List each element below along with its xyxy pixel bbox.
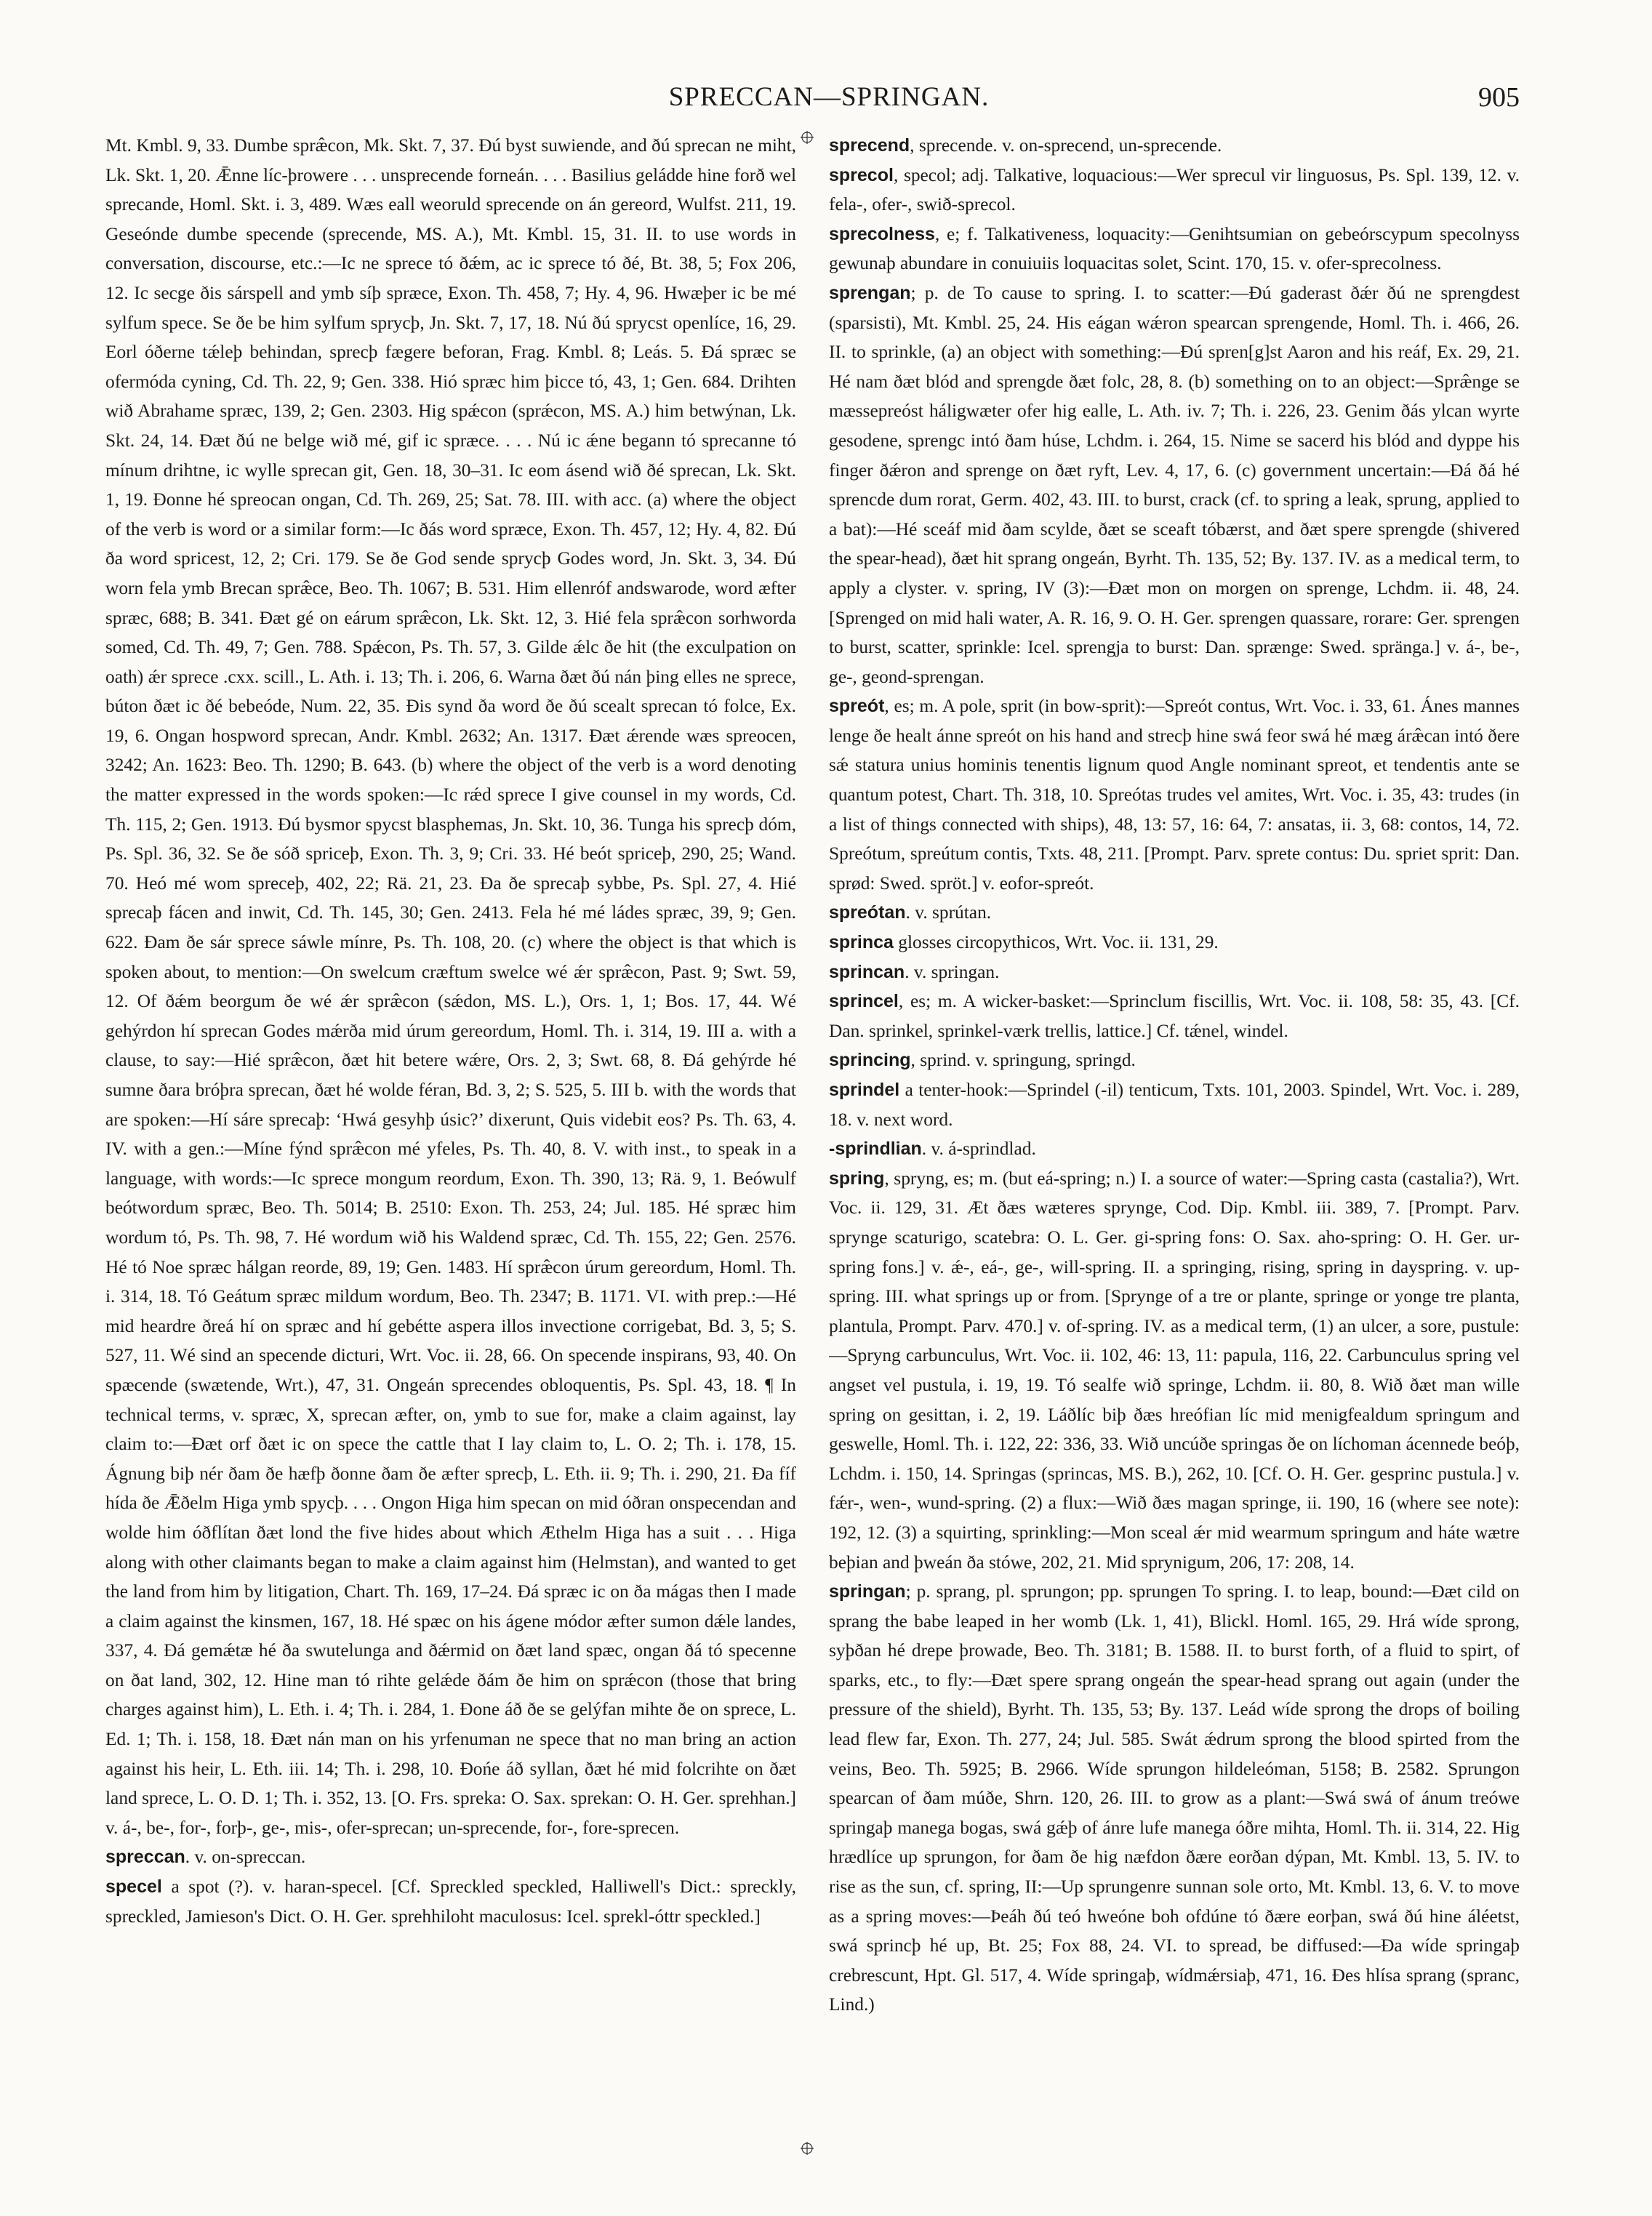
headword: sprinca xyxy=(829,932,894,953)
headword: sprincel xyxy=(829,991,899,1012)
dictionary-entry: sprincing, sprind. v. springung, springd. xyxy=(829,1050,1136,1071)
dictionary-entry: sprincan. v. springan. xyxy=(829,961,1000,982)
dictionary-entry: Mt. Kmbl. 9, 33. Dumbe spræ̂con, Mk. Skt. 7, 37. Ðú byst suwiende, and ðú sprecan ne miht, Lk. Skt. 1, 20. Ǣnne líc-þrowere . . . unsprecende forneán. . . . Basilius geládde hine forð wel sprecande, Homl. Skt. i. 3, 489. Wæs eall weoruld sprecende on án gereord, Wulfst. 211, 19. Geseónde dumbe specende (sprecende, MS. A.), Mt. Kmbl. 15, 31. II. to use words in conversation, discourse, etc.:—Ic ne sprece tó ðǽm, ac ic sprece tó ðé, Bt. 38, 5; Fox 206, 12. Ic secge ðis sárspell and ymb síþ spræce, Exon. Th. 458, 7; Hy. 4, 96. Hwæþer ic be mé sylfum spece. Se ðe be him sylfum sprycþ, Jn. Skt. 7, 17, 18. Nú ðú sprycst openlíce, 16, 29. Eorl óðerne tǽleþ behindan, sprecþ fægere beforan, Frag. Kmbl. 8; Leás. 5. Ðá spræc se ofermóda cyning, Cd. Th. 22, 9; Gen. 338. Hió spræc him þicce tó, 43, 1; Gen. 684. Drihten wið Abrahame spræc, 139, 2; Gen. 2303. Hig spǽcon (sprǽcon, MS. A.) him betwýnan, Lk. Skt. 24, 14. Ðæt ðú ne belge wið mé, gif ic spræce. . . . Nú ic ǽne begann tó sprecanne tó mínum drihtne, ic wylle sprecan git, Gen. 18, 30–31. Ic eom ásend wið ðé sprecan, Lk. Skt. 1, 19. Ðonne hé spreocan ongan, Cd. Th. 269, 25; Sat. 78. III. with acc. (a) where the object of the verb is word or a similar form:—Ic ðás word spræce, Exon. Th. 457, 12; Hy. 4, 82. Ðú ða word spricest, 12, 2; Cri. 179. Se ðe God sende sprycþ Godes word, Jn. Skt. 3, 34. Ðú worn fela ymb Brecan spræ̂ce, Beo. Th. 1067; B. 531. Him ellenróf andswarode, word æfter spræc, 688; B. 341. Ðæt gé on eárum spræ̂con, Lk. Skt. 12, 3. Hié fela spræ̂con sorhworda somed, Cd. Th. 49, 7; Gen. 788. Spǽcon, Ps. Th. 57, 3. Gilde ǽlc ðe hit (the exculpation on oath) ǽr sprece .cxx. scill., L. Ath. i. 13; Th. i. 206, 6. Warna ðæt ðú nán þing elles ne sprece, búton ðæt ic ðé bebeóde, Num. 22, 35. Ðis synd ða word ðe ðú scealt sprecan tó folce, Ex. 19, 6. Ongan hospword sprecan, Andr. Kmbl. 2632; An. 1317. Ðæt ǽrende wæs spreocen, 3242; An. 1623: Beo. Th. 1290; B. 643. (b) where the object of the verb is a word denoting the matter expressed in the words spoken:—Ic rǽd sprece I give counsel in my words, Cd. Th. 115, 2; Gen. 1913. Ðú bysmor spycst blasphemas, Jn. Skt. 10, 36. Tunga his sprecþ dóm, Ps. Spl. 36, 32. Se ðe sóð spriceþ, Exon. Th. 3, 9; Cri. 33. Hé beót spriceþ, 290, 25; Wand. 70. Heó mé wom spreceþ, 402, 22; Rä. 21, 23. Ða ðe sprecaþ sybbe, Ps. Spl. 27, 4. Hié sprecaþ fácen and inwit, Cd. Th. 145, 30; Gen. 2413. Fela hé mé ládes spræc, 39, 9; Gen. 622. Ðam ðe sár sprece sáwle mínre, Ps. Th. 108, 20. (c) where the object is that which is spoken about, to mention:—On swelcum cræftum swelce wé ǽr spræ̂con, Past. 9; Swt. 59, 12. Of ðǽm beorgum ðe wé ǽr spræ̂con (sǽdon, MS. L.), Ors. 1, 1; Bos. 17, 44. Wé gehýrdon hí sprecan Godes mǽrða mid úrum gereordum, Homl. Th. i. 314, 19. III a. with a clause, to say:—Hié spræ̂con, ðæt hit betere wǽre, Ors. 2, 3; Swt. 68, 8. Ðá gehýrde hé sumne ðara bróþra sprecan, ðæt hé wolde féran, Bd. 3, 2; S. 525, 5. III b. with the words that are spoken:—Hí sáre sprecaþ: ‘Hwá gesyhþ úsic?’ dixerunt, Quis videbit eos? Ps. Th. 63, 4. IV. with a gen.:—Míne fýnd spræ̂con mé yfeles, Ps. Th. 40, 8. V. with inst., to speak in a language, with words:—Ic sprece mongum reordum, Exon. Th. 390, 13; Rä. 9, 1. Beówulf beótwordum spræc, Beo. Th. 5014; B. 2510: Exon. Th. 253, 24; Jul. 185. Hé spræc him wordum tó, Ps. Th. 98, 7. Hé wordum wið his Waldend spræc, Cd. Th. 155, 22; Gen. 2576. Hé tó Noe spræc hálgan reorde, 89, 19; Gen. 1483. Hí spræ̂con úrum gereordum, Homl. Th. i. 314, 18. Tó Geátum spræc mildum wordum, Beo. Th. 2347; B. 1171. VI. with prep.:—Hé mid heardre ðreá hí on spræc and hí gebétte aspera illos invectione corrigebat, Bd. 3, 5; S. 527, 11. Wé sind an specende dicturi, Wrt. Voc. ii. 28, 66. On specende inspirans, 93, 40. On spæcende (swætende, Wrt.), 47, 31. Ongeán sprecendes obloquentis, Ps. Spl. 43, 18. ¶ In technical terms, v. spræc, X, sprecan æfter, on, ymb to sue for, make a claim against, lay claim to:—Ðæt orf ðæt ic on spece the cattle that I lay claim to, L. O. 2; Th. i. 178, 15. Ágnung biþ nér ðam ðe hæfþ ðonne ðam ðe æfter sprecþ, L. Eth. ii. 9; Th. i. 290, 21. Ða fíf hída ðe Ǣðelm Higa ymb spycþ. . . . Ongon Higa him specan on mid óðran onspecendan and wolde him óðflítan ðæt lond the five hides about which Æthelm Higa has a suit . . . Higa along with other claimants began to make a claim against him (Helmstan), and wanted to get the land from him by litigation, Chart. Th. 169, 17–24. Ðá spræc ic on ða mágas then I made a claim against the kinsmen, 167, 18. Hé spæc on his ágene módor æfter sumon dǽle landes, 337, 4. Ðá gemǽtæ hé ða swutelunga and ðǽrmid on ðæt land spæc, ongan ðá tó specenne on ðat land, 302, 12. Hine man tó rihte gelǽde ðám ðe him on sprǽcon (those that bring charges against him), L. Eth. i. 4; Th. i. 284, 1. Ðone áð ðe se gelýfan mihte ðe on sprece, L. Ed. 1; Th. i. 158, 18. Ðæt nán man on his yrfenuman ne spece that no man bring an action against his heir, L. Eth. iii. 14; Th. i. 298, 10. Ðońe áð syllan, ðæt hé mid folcrihte on ðæt land sprece, L. O. D. 1; Th. i. 352, 13. [O. Frs. spreka: O. Sax. sprekan: O. H. Ger. sprehhan.] v. á-, be-, for-, forþ-, ge-, mis-, ofer-sprecan; un-sprecende, for-, fore-sprecen. xyxy=(105,135,796,1838)
dictionary-entry: springan; p. sprang, pl. sprungon; pp. sprungen To spring. I. to leap, bound:—Ðæt cild on sprang the babe leaped in her womb (Lk. 1, 41), Blickl. Homl. 165, 29. Hrá wíde sprong, syþðan hé drepe þrowade, Beo. Th. 3181; B. 1588. II. to burst forth, of a fluid to spirt, of sparks, etc., to fly:—Ðæt spere sprang ongeán the spear-head sprang out again (under the pressure of the shield), Byrht. Th. 135, 53; By. 137. Leád wíde sprong the drops of boiling lead flew far, Exon. Th. 277, 24; Jul. 585. Swát ǽdrum sprong the blood spirted from the veins, Beo. Th. 5925; B. 2966. Wíde sprungon hildeleóman, 5158; B. 2582. Sprungon spearcan of ðam múðe, Shrn. 120, 26. III. to grow as a plant:—Swá swá of ánum treówe springaþ manega bogas, swá gǽþ of ánre lufe manega óðre mihta, Homl. Th. ii. 314, 22. Hig hrædlíce up sprungon, for ðam ðe hig næfdon ðære eorðan dýpan, Mt. Kmbl. 13, 5. IV. to rise as the sun, cf. spring, II:—Up sprungenre sunnan sole orto, Mt. Kmbl. 13, 6. V. to move as a spring moves:—Þeáh ðú teó hweóne boh ofdúne tó ðære eorþan, swá ðú hine áléetst, swá sprincþ hé up, Bt. 25; Fox 88, 24. VI. to spread, be diffused:—Ða wíde springaþ crebrescunt, Hpt. Gl. 517, 4. Wíde springaþ, wídmǽrsiaþ, 471, 16. Ðes hlísa sprang (spranc, Lind.) xyxy=(829,1581,1520,2015)
register-mark-bottom-icon xyxy=(801,2142,814,2155)
headword: spreccan xyxy=(105,1847,185,1868)
headword: springan xyxy=(829,1581,906,1602)
dictionary-entry: sprecol, specol; adj. Talkative, loquacious:—Wer sprecul vir linguosus, Ps. Spl. 139, 12. v. fela-, ofer-, swið-sprecol. xyxy=(829,164,1520,215)
headword: sprindel xyxy=(829,1080,900,1100)
headword: spreót xyxy=(829,696,885,717)
dictionary-entry: sprindel a tenter-hook:—Sprindel (-il) tenticum, Txts. 101, 2003. Spindel, Wrt. Voc. i. 289, 18. v. next word. xyxy=(829,1080,1520,1130)
dictionary-entry: spreótan. v. sprútan. xyxy=(829,902,992,923)
page-header xyxy=(109,81,1549,125)
left-column xyxy=(105,131,796,2159)
dictionary-entry: sprecolness, e; f. Talkativeness, loquacity:—Genihtsumian on gebeórscypum specolnyss gewunaþ abundare in conuiuiis loquacitas solet, Scint. 170, 15. v. ofer-sprecolness. xyxy=(829,223,1520,274)
dictionary-entry: specel a spot (?). v. haran-specel. [Cf. Spreckled speckled, Halliwell's Dict.: spreckly, spreckled, Jamieson's Dict. O. H. Ger. sprehhiloht maculosus: Icel. sprekl-óttr speckled.] xyxy=(105,1876,796,1927)
dictionary-entry: spring, spryng, es; m. (but eá-spring; n.) I. a source of water:—Spring casta (castalia?), Wrt. Voc. ii. 129, 31. Æt ðæs wæteres sprynge, Cod. Dip. Kmbl. iii. 389, 7. [Prompt. Parv. sprynge scaturigo, scatebra: O. L. Ger. gi-spring fons: O. Sax. aho-spring: O. H. Ger. ur-spring fons.] v. ǽ-, eá-, ge-, will-spring. II. a springing, rising, spring in dayspring. v. up-spring. III. what springs up or from. [Sprynge of a tre or plante, springe or yonge tre planta, plantula, Prompt. Parv. 470.] v. of-spring. IV. as a medical term, (1) an ulcer, a sore, pustule:—Spryng carbunculus, Wrt. Voc. ii. 102, 46: 13, 11: papula, 116, 22. Carbunculus spring vel angset vel pustula, i. 19, 19. Tó sealfe wið springe, Lchdm. ii. 80, 8. Wið ðæt man wille spring on gesittan, i. 2, 19. Láðlíc biþ ðæs hreófian líc mid menigfealdum springum and geswelle, Homl. Th. i. 122, 22: 336, 33. Wið uncúðe springas ðe on líchoman ácennede beóþ, Lchdm. i. 150, 14. Springas (sprincas, MS. B.), 262, 10. [Cf. O. H. Ger. gesprinc pustula.] v. fǽr-, wen-, wund-spring. (2) a flux:—Wið ðæs magan springe, ii. 190, 16 (where see note): 192, 12. (3) a squirting, sprinkling:—Mon sceal ǽr mid wearmum springum and háte wætre beþian and þweán ða stówe, 202, 21. Mid sprynigum, 206, 17: 208, 14. xyxy=(829,1168,1520,1573)
page-number: 905 xyxy=(1478,82,1520,113)
dictionary-entry: spreccan. v. on-spreccan. xyxy=(105,1847,306,1868)
right-column xyxy=(829,131,1520,2159)
dictionary-entry: sprinca glosses circopythicos, Wrt. Voc. ii. 131, 29. xyxy=(829,932,1219,953)
headword: spreótan xyxy=(829,902,906,923)
dictionary-entry: sprecend, sprecende. v. on-sprecend, un-sprecende. xyxy=(829,135,1222,156)
headword: sprecolness xyxy=(829,223,935,244)
headword: specel xyxy=(105,1876,162,1898)
register-mark-top-icon xyxy=(801,131,814,144)
headword: sprecol xyxy=(829,164,894,185)
headword: sprecend xyxy=(829,135,910,156)
dictionary-entry: sprincel, es; m. A wicker-basket:—Sprinclum fiscillis, Wrt. Voc. ii. 108, 58: 35, 43. [Cf. Dan. sprinkel, sprinkel-værk trellis, lattice.] Cf. tǽnel, windel. xyxy=(829,991,1520,1041)
headword: sprincing xyxy=(829,1050,911,1071)
dictionary-entry: sprengan; p. de To cause to spring. I. to scatter:—Ðú gaderast ðǽr ðú ne sprengdest (sparsisti), Mt. Kmbl. 25, 24. His eágan wǽron spearcan sprengende, Homl. Th. i. 466, 26. II. to sprinkle, (a) an object with something:—Ðú spren[g]st Aaron and his reáf, Ex. 29, 21. Hé nam ðæt blód and sprengde ðæt folc, 28, 8. (b) something on to an object:—Spræ̂nge se mæssepreóst háligwæter ofer hig ealle, L. Ath. iv. 7; Th. i. 226, 23. Genim ðás ylcan wyrte gesodene, sprengc intó ðam húse, Lchdm. i. 264, 15. Nime se sacerd his blód and dyppe his finger ðǽron and sprenge on ðæt ryft, Lev. 4, 17, 6. (c) government uncertain:—Ðá ðá hé sprencde dum rorat, Germ. 402, 43. III. to burst, crack (cf. to spring a leak, sprung, applied to a bat):—Hé sceáf mid ðam scylde, ðæt se sceaft tóbærst, and ðæt spere sprengde (shivered the spear-head), ðæt hit sprang ongeán, Byrht. Th. 135, 52; By. 137. IV. as a medical term, to apply a clyster. v. spring, IV (3):—Ðæt mon on morgen on sprenge, Lchdm. ii. 48, 24. [Sprenged on mid hali water, A. R. 16, 9. O. H. Ger. sprengen quassare, rorare: Ger. sprengen to burst, scatter, sprinkle: Icel. sprengja to burst: Dan. sprænge: Swed. spränga.] v. á-, be-, ge-, geond-sprengan. xyxy=(829,282,1520,687)
dictionary-entry: spreót, es; m. A pole, sprit (in bow-sprit):—Spreót contus, Wrt. Voc. i. 33, 61. Ánes mannes lenge ðe healt ánne spreót on his hand and strecþ hine swá feor swá hé mæg áræ̂can intó ðere sǽ statura unius hominis tenentis lignum quod Angle nominant spreot, et tendentis ante se quantum potest, Chart. Th. 318, 10. Spreótas trudes vel amites, Wrt. Voc. i. 35, 43: trudes (in a list of things connected with ships), 48, 13: 57, 16: 64, 7: ansatas, ii. 3, 68: contos, 14, 72. Spreótum, spreútum contis, Txts. 48, 211. [Prompt. Parv. sprete contus: Du. spriet sprit: Dan. sprød: Swed. spröt.] v. eofor-spreót. xyxy=(829,696,1520,894)
headword: sprincan xyxy=(829,961,905,982)
headword: -sprindlian xyxy=(829,1139,922,1160)
dictionary-entry: -sprindlian. v. á-sprindlad. xyxy=(829,1139,1036,1160)
running-title: SPRECCAN—SPRINGAN. xyxy=(668,82,990,112)
headword: sprengan xyxy=(829,282,911,303)
headword: spring xyxy=(829,1168,885,1189)
